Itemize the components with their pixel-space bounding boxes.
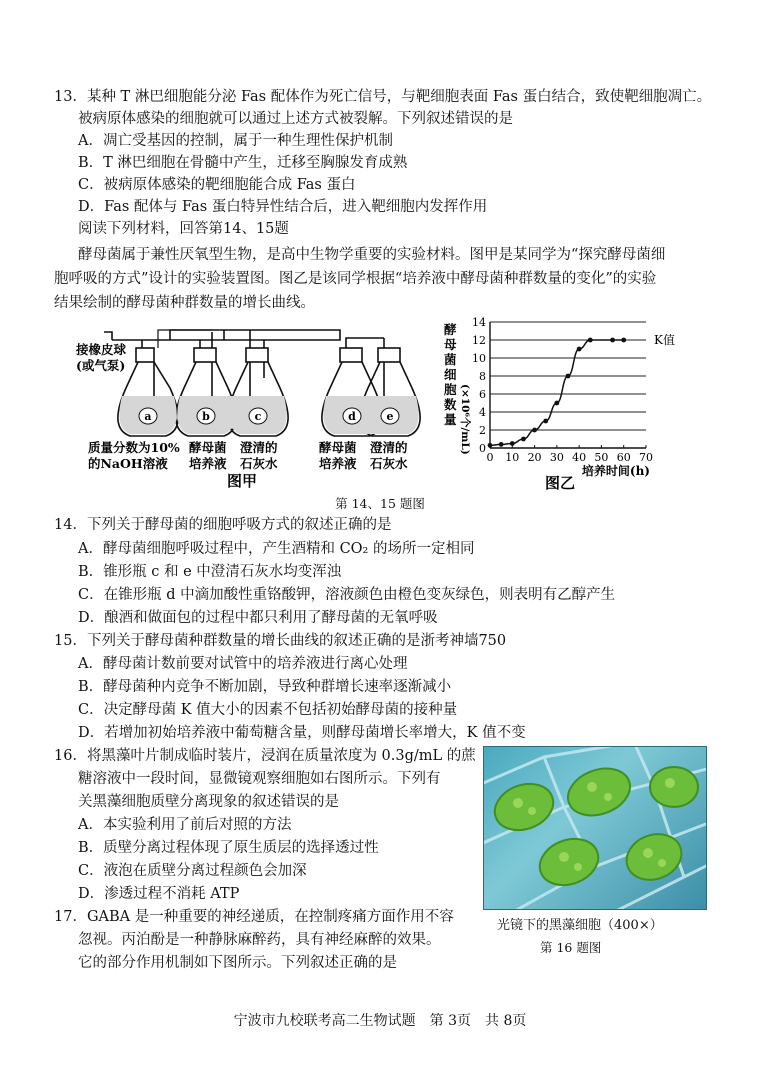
passage-line3: 结果绘制的酵母菌种群数量的增长曲线。 bbox=[54, 295, 315, 311]
flask-d-desc-line1: 酵母菌 bbox=[319, 440, 357, 455]
flask-label-c: c bbox=[254, 410, 262, 423]
q16-stem-line1: 16．将黑藻叶片制成临时装片，浸润在质量浓度为 0.3g/mL 的蔗 bbox=[54, 748, 476, 764]
pump-label-line2: (或气泵) bbox=[76, 358, 126, 373]
q13-option-b: B．T 淋巴细胞在骨髓中产生，迁移至胸腺发育成熟 bbox=[78, 155, 408, 171]
flask-label-b: b bbox=[202, 410, 210, 423]
chart-y-label-char: 细 bbox=[444, 367, 457, 382]
pump-label-line1: 接橡皮球 bbox=[76, 342, 127, 357]
elodea-cells-micrograph bbox=[483, 746, 707, 910]
chart-x-tick-label: 60 bbox=[616, 451, 631, 464]
chart-data-point bbox=[588, 338, 593, 343]
q15-option-a: A．酵母菌计数前要对试管中的培养液进行离心处理 bbox=[78, 656, 408, 672]
flask-c-desc-line2: 石灰水 bbox=[240, 456, 278, 471]
flask-a-desc-line2: 的NaOH溶液 bbox=[88, 456, 168, 471]
q16-option-c: C．液泡在质壁分离过程颜色会加深 bbox=[78, 863, 307, 879]
flask-e-desc-line1: 澄清的 bbox=[370, 440, 408, 455]
chart-y-label-char: 胞 bbox=[444, 382, 457, 397]
chart-data-point bbox=[543, 419, 548, 424]
chart-y-tick-label: 12 bbox=[472, 334, 486, 347]
q13-option-d: D．Fas 配体与 Fas 蛋白特异性结合后，进入靶细胞内发挥作用 bbox=[78, 199, 488, 215]
q16-option-a: A．本实验利用了前后对照的方法 bbox=[78, 817, 292, 833]
figure-jia-apparatus bbox=[74, 318, 434, 490]
q14-stem: 14．下列关于酵母菌的细胞呼吸方式的叙述正确的是 bbox=[54, 517, 392, 533]
flask-a-desc-line1: 质量分数为10% bbox=[88, 440, 180, 455]
flask-b-desc-line2: 培养液 bbox=[189, 456, 227, 471]
chart-y-unit: (×10⁶个/mL) bbox=[459, 384, 471, 455]
q17-stem-line3: 它的部分作用机制如下图所示。下列叙述正确的是 bbox=[78, 955, 397, 971]
figure-14-15-caption: 第 14、15 题图 bbox=[335, 496, 425, 511]
q17-stem-line2: 忽视。丙泊酚是一种静脉麻醉药，具有神经麻醉的效果。 bbox=[78, 932, 441, 948]
q14-option-a: A．酵母菌细胞呼吸过程中，产生酒精和 CO₂ 的场所一定相同 bbox=[78, 541, 475, 557]
q14-option-c: C．在锥形瓶 d 中滴加酸性重铬酸钾，溶液颜色由橙色变灰绿色，则表明有乙醇产生 bbox=[78, 587, 616, 603]
q13-stem-line2: 被病原体感染的细胞就可以通过上述方式被裂解。下列叙述错误的是 bbox=[78, 111, 513, 127]
flask-c-desc-line1: 澄清的 bbox=[240, 440, 278, 455]
chart-data-point bbox=[499, 442, 504, 447]
chart-y-tick-label: 14 bbox=[472, 316, 486, 329]
chart-data-point bbox=[610, 338, 615, 343]
chart-data-point bbox=[621, 338, 626, 343]
chart-x-tick-label: 40 bbox=[572, 451, 587, 464]
q16-option-b: B．质壁分离过程体现了原生质层的选择透过性 bbox=[78, 840, 379, 856]
figure-yi-chart bbox=[440, 312, 700, 492]
chart-x-tick-label: 50 bbox=[594, 451, 609, 464]
chart-y-tick-label: 2 bbox=[479, 424, 486, 437]
q16-stem-line2: 糖溶液中一段时间，显微镜观察细胞如右图所示。下列有 bbox=[78, 771, 441, 787]
chart-data-point bbox=[488, 443, 493, 448]
chart-data-point bbox=[510, 441, 515, 446]
chart-y-label-char: 数 bbox=[444, 397, 457, 412]
chart-y-tick-label: 0 bbox=[479, 442, 486, 455]
chart-x-tick-label: 70 bbox=[639, 451, 653, 464]
chart-y-tick-label: 10 bbox=[472, 352, 486, 365]
flask-e-desc-line2: 石灰水 bbox=[370, 456, 408, 471]
q15-stem: 15．下列关于酵母菌种群数量的增长曲线的叙述正确的是浙考神墙750 bbox=[54, 633, 507, 649]
reading-intro: 阅读下列材料，回答第14、15题 bbox=[78, 221, 289, 237]
chart-y-tick-label: 4 bbox=[479, 406, 486, 419]
figure-16-caption: 第 16 题图 bbox=[540, 940, 602, 955]
q15-option-b: B．酵母菌种内竞争不断加剧，导致种群增长速率逐渐减小 bbox=[78, 679, 452, 695]
micrograph-caption: 光镜下的黑藻细胞（400×） bbox=[497, 918, 663, 933]
chart-y-label-char: 酵 bbox=[444, 322, 457, 337]
chart-y-label-char: 母 bbox=[444, 337, 457, 352]
flask-label-e: e bbox=[386, 410, 394, 423]
chart-x-tick-label: 30 bbox=[549, 451, 564, 464]
q14-option-b: B．锥形瓶 c 和 e 中澄清石灰水均变浑浊 bbox=[78, 564, 342, 580]
q17-stem-line1: 17．GABA 是一种重要的神经递质，在控制疼痛方面作用不容 bbox=[54, 909, 454, 925]
q16-stem-line3: 关黑藻细胞质壁分离现象的叙述错误的是 bbox=[78, 794, 339, 810]
chart-data-point bbox=[566, 374, 571, 379]
chart-data-point bbox=[521, 437, 526, 442]
flask-b-desc-line1: 酵母菌 bbox=[189, 440, 227, 455]
q14-option-d: D．酿酒和做面包的过程中都只利用了酵母菌的无氧呼吸 bbox=[78, 610, 438, 626]
chart-y-label-char: 量 bbox=[444, 412, 457, 427]
figure-jia-title: 图甲 bbox=[226, 472, 258, 490]
passage-line1: 酵母菌属于兼性厌氧型生物，是高中生物学重要的实验材料。图甲是某同学为“探究酵母菌细 bbox=[78, 247, 666, 263]
chart-x-label: 培养时间(h) bbox=[581, 464, 650, 478]
q13-stem-line1: 13．某种 T 淋巴细胞能分泌 Fas 配体作为死亡信号，与靶细胞表面 Fas 蛋白结合，致使靶细胞凋亡。 bbox=[54, 89, 712, 105]
chart-y-tick-label: 6 bbox=[479, 388, 486, 401]
chart-y-tick-label: 8 bbox=[479, 370, 486, 383]
chart-data-point bbox=[532, 428, 537, 433]
chart-k-label: K值 bbox=[654, 333, 675, 347]
q13-option-a: A．凋亡受基因的控制，属于一种生理性保护机制 bbox=[78, 133, 393, 149]
flask-d-desc-line2: 培养液 bbox=[319, 456, 357, 471]
chart-x-tick-label: 0 bbox=[486, 451, 494, 464]
chart-x-tick-label: 20 bbox=[527, 451, 542, 464]
q13-option-c: C．被病原体感染的靶细胞能合成 Fas 蛋白 bbox=[78, 177, 356, 193]
chart-x-tick-label: 10 bbox=[505, 451, 520, 464]
q15-option-c: C．决定酵母菌 K 值大小的因素不包括初始酵母菌的接种量 bbox=[78, 702, 458, 718]
page-footer: 宁波市九校联考高二生物试题 第 3页 共 8页 bbox=[233, 1013, 527, 1029]
flask-label-a: a bbox=[144, 410, 152, 423]
chart-data-point bbox=[554, 401, 559, 406]
chart-y-label-char: 菌 bbox=[444, 352, 457, 367]
q15-option-d: D．若增加初始培养液中葡萄糖含量，则酵母菌增长率增大，K 值不变 bbox=[78, 725, 526, 741]
micrograph-illustration bbox=[484, 747, 706, 909]
chart-data-point bbox=[577, 347, 582, 352]
q16-option-d: D．渗透过程不消耗 ATP bbox=[78, 886, 240, 902]
flask-label-d: d bbox=[348, 410, 356, 423]
figure-yi-title: 图乙 bbox=[544, 474, 576, 492]
passage-line2: 胞呼吸的方式”设计的实验装置图。图乙是该同学根据“培养液中酵母菌种群数量的变化”的实验 bbox=[54, 271, 657, 287]
